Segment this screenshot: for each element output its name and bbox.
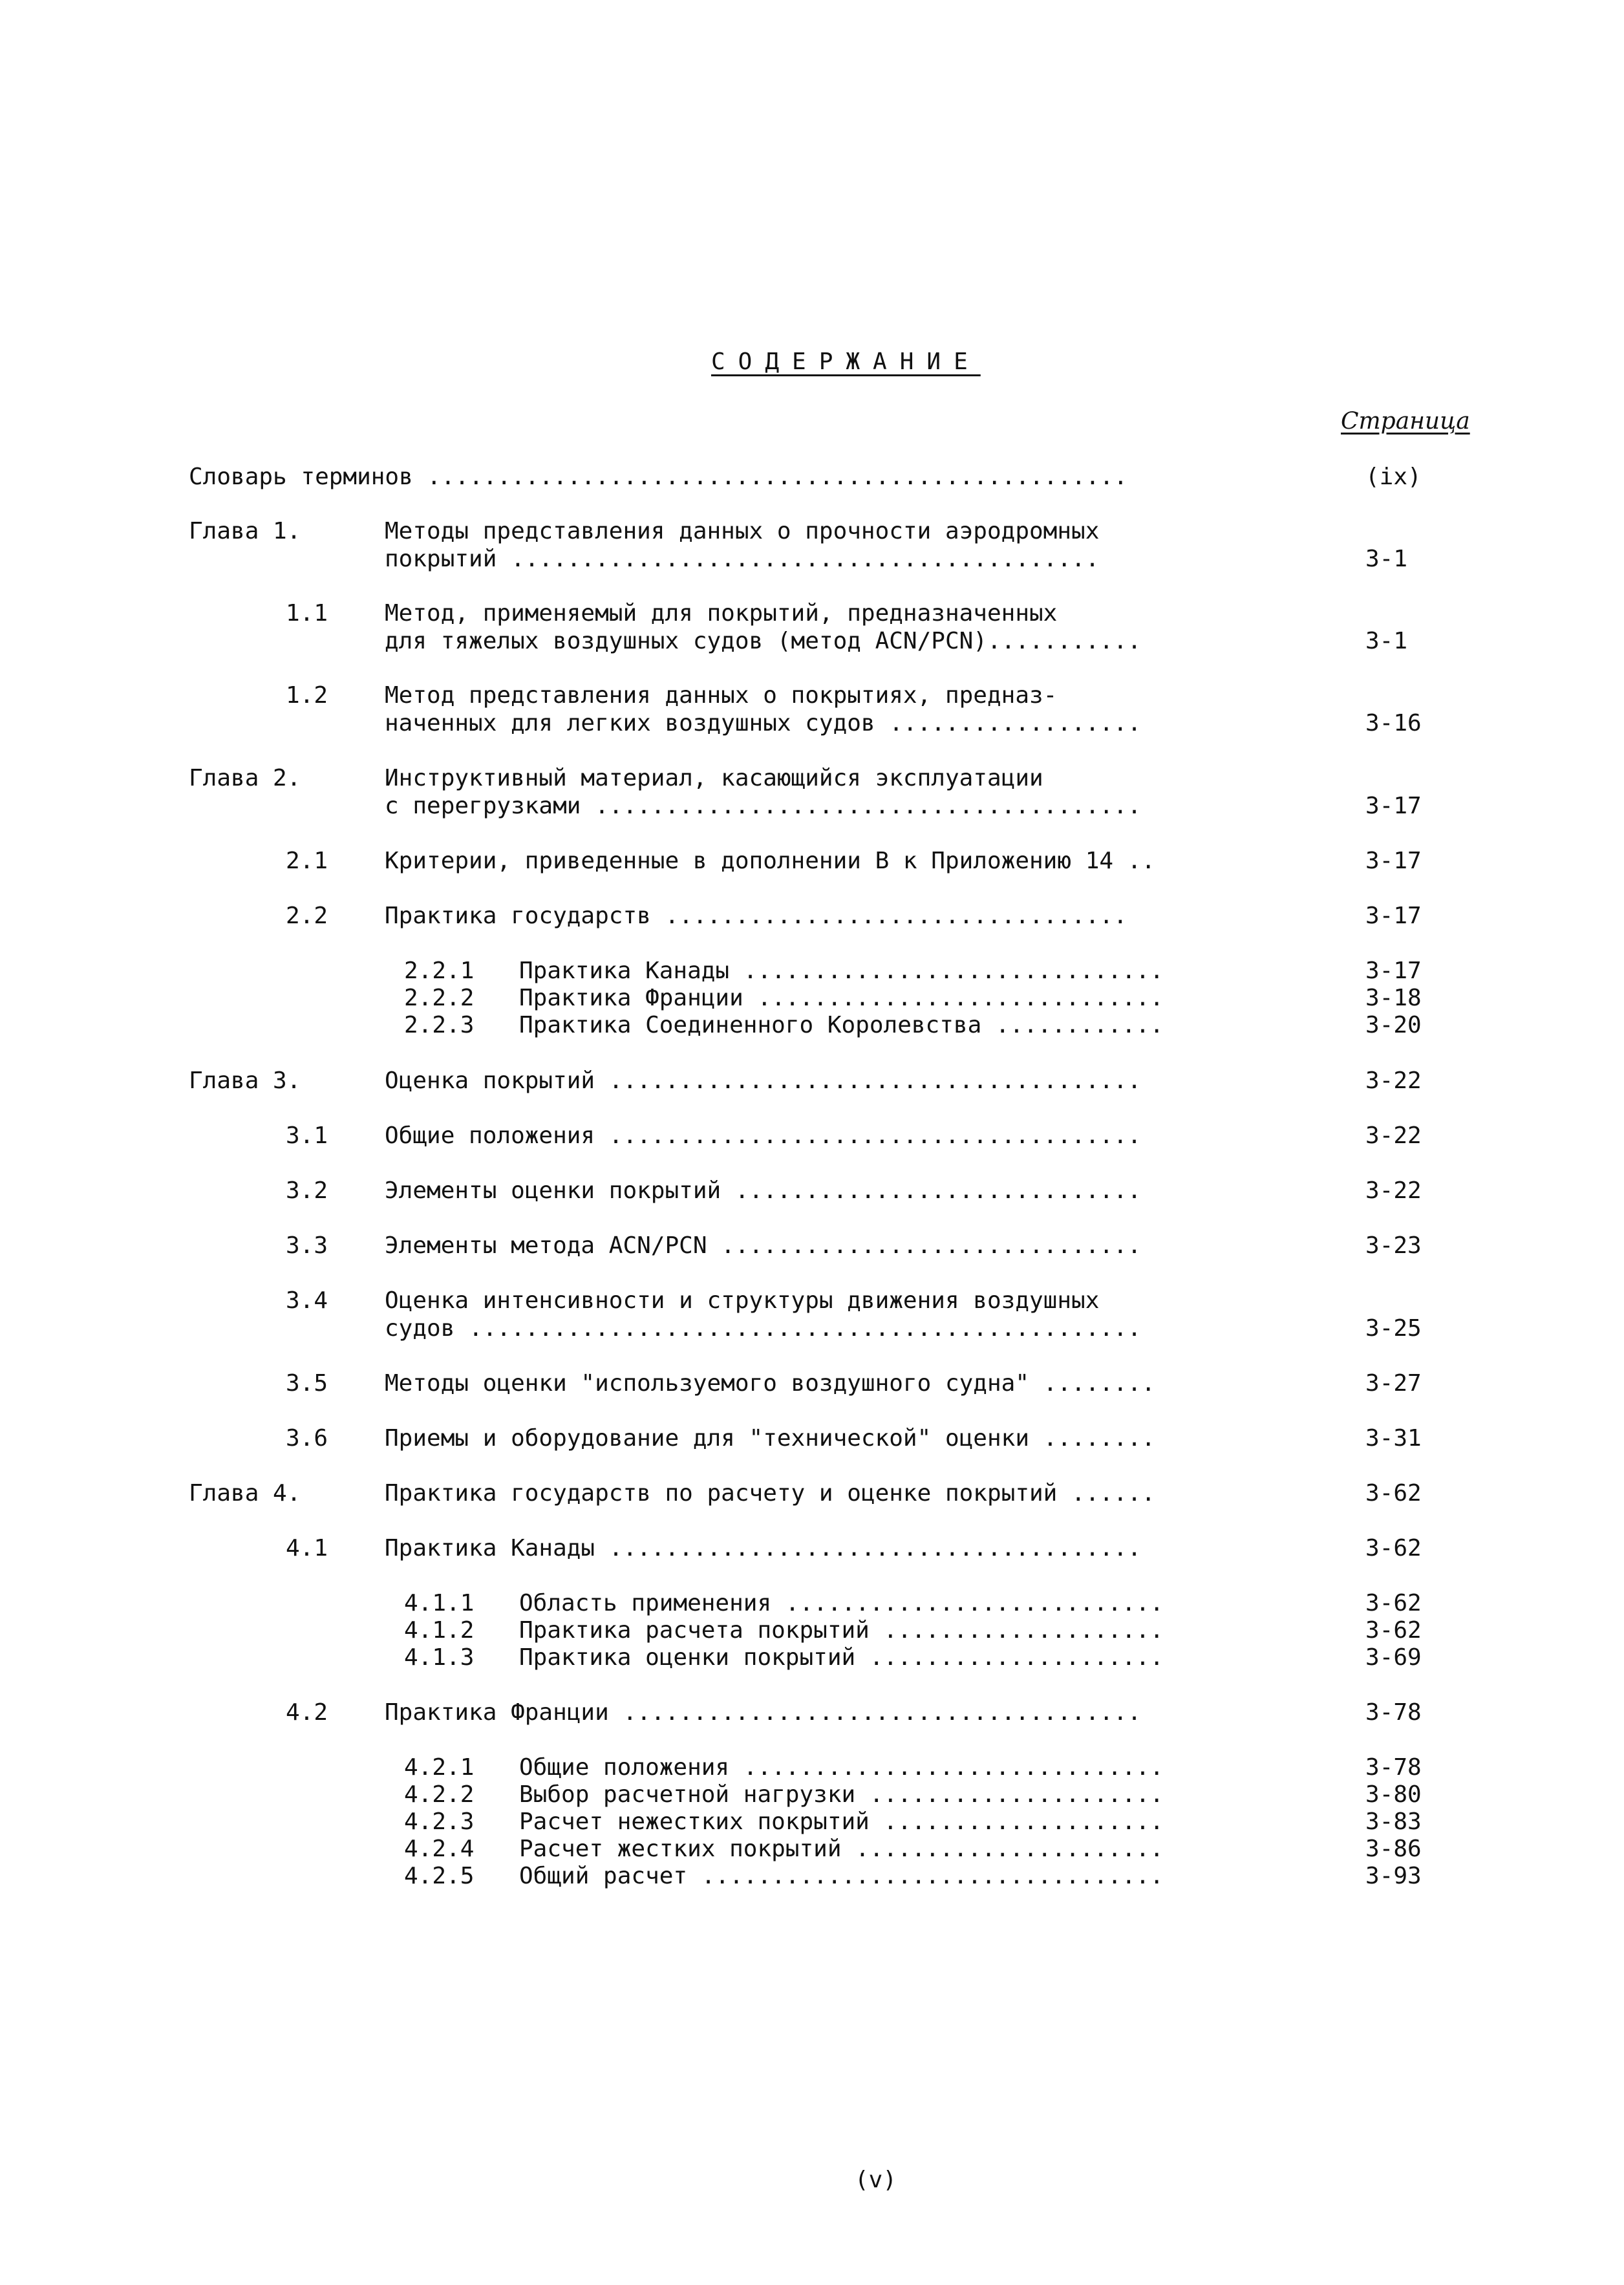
toc-s4-2-3-page: 3-83 — [1365, 1808, 1422, 1835]
toc-s4-1-3-num: 4.1.3 — [404, 1644, 475, 1671]
toc-s2-2-page: 3-17 — [1365, 903, 1422, 929]
toc-s3-6-num: 3.6 — [286, 1425, 328, 1452]
toc-ch3-text: Оценка покрытий ...................................... — [385, 1067, 1142, 1094]
toc-ch4-text: Практика государств по расчету и оценке покрытий ...... — [385, 1480, 1156, 1507]
toc-s3-2-num: 3.2 — [286, 1177, 328, 1204]
toc-s3-2-text: Элементы оценки покрытий ............................. — [385, 1177, 1142, 1204]
toc-ch2-line2: с перегрузками ....................................... — [385, 793, 1142, 819]
toc-s4-1-text: Практика Канады ...................................... — [385, 1535, 1142, 1561]
toc-s4-2-4-num: 4.2.4 — [404, 1836, 475, 1862]
toc-s3-5-num: 3.5 — [286, 1370, 328, 1397]
toc-s3-3-text: Элементы метода ACN/PCN .............................. — [385, 1232, 1142, 1259]
toc-s1-1-line2: для тяжелых воздушных судов (метод ACN/PCN)........... — [385, 628, 1142, 654]
toc-s1-2-num: 1.2 — [286, 682, 328, 709]
toc-s4-2-1-text: Общие положения .............................. — [519, 1754, 1164, 1781]
toc-s4-1-3-page: 3-69 — [1365, 1644, 1422, 1671]
toc-s3-1-page: 3-22 — [1365, 1122, 1422, 1149]
toc-s2-2-2-text: Практика Франции ............................. — [519, 985, 1164, 1011]
toc-s4-1-1-num: 4.1.1 — [404, 1590, 475, 1616]
toc-ch1-label: Глава 1. — [189, 518, 301, 544]
toc-s1-2-line1: Метод представления данных о покрытиях, предназ- — [385, 682, 1058, 709]
toc-ch3-page: 3-22 — [1365, 1067, 1422, 1094]
toc-s4-2-1-page: 3-78 — [1365, 1754, 1422, 1781]
toc-ch4-page: 3-62 — [1365, 1480, 1422, 1507]
toc-s3-5-page: 3-27 — [1365, 1370, 1422, 1397]
toc-s4-1-2-page: 3-62 — [1365, 1617, 1422, 1644]
toc-ch1-line2: покрытий .......................................... — [385, 546, 1100, 572]
page-title: СОДЕРЖАНИЕ — [711, 349, 981, 375]
toc-s3-6-text: Приемы и оборудование для "технической" оценки ........ — [385, 1425, 1156, 1452]
toc-s4-1-2-text: Практика расчета покрытий .................... — [519, 1617, 1164, 1644]
toc-s3-3-page: 3-23 — [1365, 1232, 1422, 1259]
toc-s1-2-line2: наченных для легких воздушных судов .................. — [385, 710, 1142, 736]
toc-glossary-page: (ix) — [1365, 464, 1422, 490]
toc-s4-1-page: 3-62 — [1365, 1535, 1422, 1561]
toc-s2-2-3-page: 3-20 — [1365, 1012, 1422, 1038]
toc-s1-1-page: 3-1 — [1365, 628, 1408, 654]
toc-s2-2-3-text: Практика Соединенного Королевства ............ — [519, 1012, 1164, 1038]
toc-s3-4-line1: Оценка интенсивности и структуры движения воздушных — [385, 1287, 1100, 1314]
toc-s4-2-3-text: Расчет нежестких покрытий .................... — [519, 1808, 1164, 1835]
toc-s4-2-5-num: 4.2.5 — [404, 1863, 475, 1889]
toc-s2-2-3-num: 2.2.3 — [404, 1012, 475, 1038]
toc-s2-2-1-num: 2.2.1 — [404, 958, 475, 984]
toc-s4-2-4-page: 3-86 — [1365, 1836, 1422, 1862]
toc-s1-1-line1: Метод, применяемый для покрытий, предназначенных — [385, 600, 1058, 627]
toc-s4-2-2-num: 4.2.2 — [404, 1781, 475, 1808]
toc-s2-2-text: Практика государств ................................. — [385, 903, 1127, 929]
toc-s2-2-2-page: 3-18 — [1365, 985, 1422, 1011]
toc-s4-2-text: Практика Франции ..................................... — [385, 1699, 1142, 1726]
toc-s2-1-page: 3-17 — [1365, 848, 1422, 874]
toc-s4-1-3-text: Практика оценки покрытий ..................... — [519, 1644, 1164, 1671]
toc-s3-6-page: 3-31 — [1365, 1425, 1422, 1452]
toc-s2-1-num: 2.1 — [286, 848, 328, 874]
toc-s3-1-num: 3.1 — [286, 1122, 328, 1149]
toc-s4-1-2-num: 4.1.2 — [404, 1617, 475, 1644]
toc-s2-2-2-num: 2.2.2 — [404, 985, 475, 1011]
toc-s2-2-1-text: Практика Канады .............................. — [519, 958, 1164, 984]
toc-ch2-line1: Инструктивный материал, касающийся эксплуатации — [385, 765, 1043, 791]
toc-s4-2-4-text: Расчет жестких покрытий ...................... — [519, 1836, 1164, 1862]
toc-ch1-line1: Методы представления данных о прочности аэродромных — [385, 518, 1100, 544]
page-column-header: Страница — [1341, 408, 1470, 434]
toc-s4-2-num: 4.2 — [286, 1699, 328, 1726]
toc-s4-2-5-page: 3-93 — [1365, 1863, 1422, 1889]
toc-s4-2-1-num: 4.2.1 — [404, 1754, 475, 1781]
toc-s2-2-1-page: 3-17 — [1365, 958, 1422, 984]
page-number-footer: (v) — [855, 2167, 897, 2193]
toc-s4-1-1-text: Область применения ........................... — [519, 1590, 1164, 1616]
toc-s4-2-2-text: Выбор расчетной нагрузки ..................... — [519, 1781, 1164, 1808]
toc-s3-4-num: 3.4 — [286, 1287, 328, 1314]
toc-s3-5-text: Методы оценки "используемого воздушного судна" ........ — [385, 1370, 1156, 1397]
toc-ch1-page: 3-1 — [1365, 546, 1408, 572]
toc-s4-2-5-text: Общий расчет ................................. — [519, 1863, 1164, 1889]
toc-s3-3-num: 3.3 — [286, 1232, 328, 1259]
toc-s1-2-page: 3-16 — [1365, 710, 1422, 736]
toc-s3-1-text: Общие положения ...................................... — [385, 1122, 1142, 1149]
toc-s4-2-2-page: 3-80 — [1365, 1781, 1422, 1808]
toc-s1-1-num: 1.1 — [286, 600, 328, 627]
toc-s4-2-3-num: 4.2.3 — [404, 1808, 475, 1835]
toc-s3-2-page: 3-22 — [1365, 1177, 1422, 1204]
toc-s4-1-1-page: 3-62 — [1365, 1590, 1422, 1616]
toc-s3-4-line2: судов ................................................ — [385, 1315, 1142, 1342]
toc-ch2-label: Глава 2. — [189, 765, 301, 791]
toc-s4-2-page: 3-78 — [1365, 1699, 1422, 1726]
toc-s3-4-page: 3-25 — [1365, 1315, 1422, 1342]
toc-glossary-text: Словарь терминов .................................................. — [189, 464, 1128, 490]
toc-s2-1-text: Критерии, приведенные в дополнении В к Приложению 14 .. — [385, 848, 1156, 874]
toc-ch3-label: Глава 3. — [189, 1067, 301, 1094]
toc-s4-1-num: 4.1 — [286, 1535, 328, 1561]
toc-ch4-label: Глава 4. — [189, 1480, 301, 1507]
toc-ch2-page: 3-17 — [1365, 793, 1422, 819]
toc-s2-2-num: 2.2 — [286, 903, 328, 929]
